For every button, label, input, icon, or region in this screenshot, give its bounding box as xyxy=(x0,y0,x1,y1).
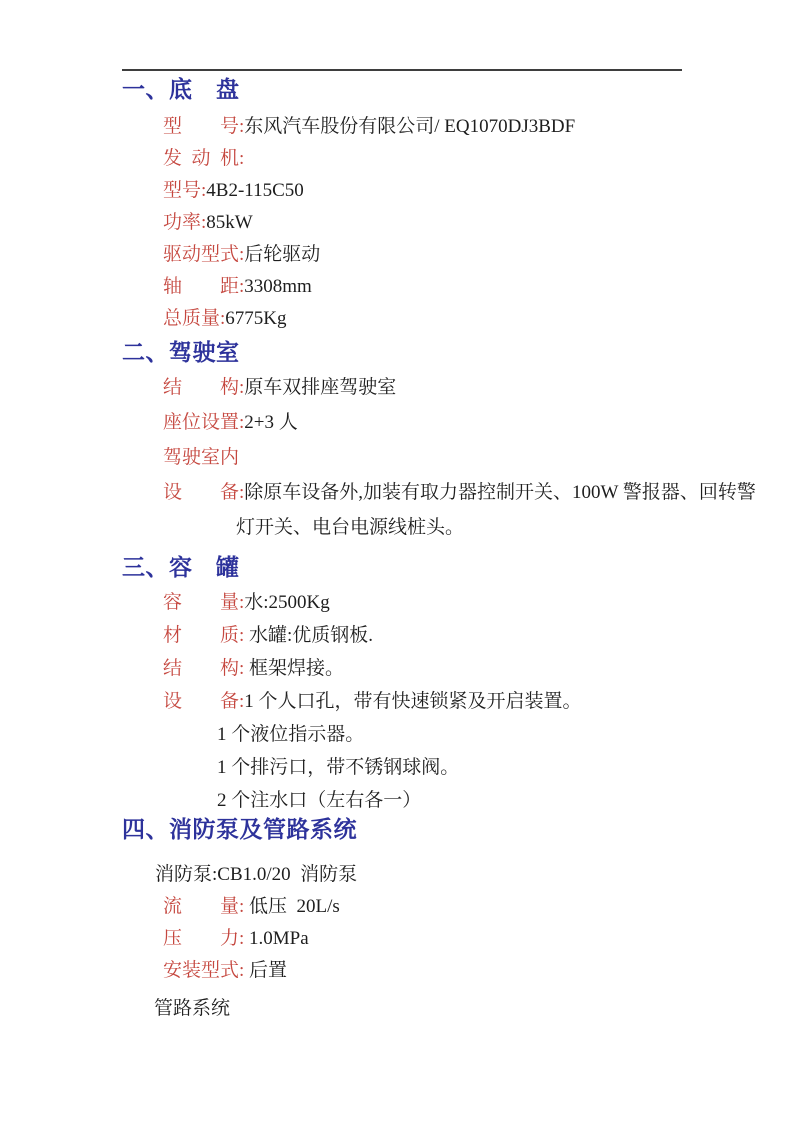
spec-row xyxy=(217,751,800,784)
top-rule xyxy=(122,69,682,71)
spec-row xyxy=(154,993,800,1025)
spec-section xyxy=(0,338,800,545)
spec-label: 结 构: xyxy=(163,377,245,398)
spec-row xyxy=(163,111,800,143)
spec-label: 发 动 机: xyxy=(163,148,245,169)
section-rows xyxy=(0,111,800,335)
spec-row xyxy=(163,239,800,271)
spec-label: 型 号: xyxy=(163,116,245,137)
spec-value: 3308mm xyxy=(244,276,312,297)
spec-label: 设 备: xyxy=(163,482,245,503)
spec-row xyxy=(163,405,800,440)
section-number: 二、 xyxy=(122,340,169,365)
spec-label: 功率: xyxy=(163,212,207,233)
spec-row xyxy=(163,207,800,239)
spec-value: 灯开关、电台电源线桩头。 xyxy=(236,517,465,538)
spec-value: 1 个排污口，带不锈钢球阀。 xyxy=(217,757,460,778)
spec-row xyxy=(163,955,800,987)
spec-value: 低压 20L/s xyxy=(244,896,340,917)
spec-section xyxy=(0,815,800,1025)
spec-label: 设 备: xyxy=(163,691,245,712)
spec-row xyxy=(217,784,800,817)
section-rows xyxy=(0,586,800,817)
spec-value: 除原车设备外,加装有取力器控制开关、100W 警报器、回转警 xyxy=(244,482,756,503)
spec-label: 总质量: xyxy=(163,308,226,329)
section-rows xyxy=(0,859,800,1025)
spec-value: 4B2-115C50 xyxy=(206,180,304,201)
spec-row xyxy=(163,440,800,475)
spec-label: 材 质: xyxy=(163,625,245,646)
spec-label: 压 力: xyxy=(163,928,245,949)
spec-row xyxy=(217,718,800,751)
spec-label: 驾驶室内 xyxy=(163,447,240,468)
spec-row xyxy=(236,510,800,545)
spec-label: 型号: xyxy=(163,180,207,201)
section-number: 一、 xyxy=(122,77,169,102)
spec-value: 6775Kg xyxy=(225,308,287,329)
spec-row xyxy=(163,175,800,207)
spec-row xyxy=(163,271,800,303)
spec-label: 安装型式: xyxy=(163,960,245,981)
spec-section xyxy=(0,75,800,335)
section-number: 四、 xyxy=(122,817,169,842)
spec-value: 管路系统 xyxy=(154,998,231,1019)
spec-value: 后轮驱动 xyxy=(244,244,321,265)
spec-row xyxy=(163,891,800,923)
spec-value: 水:2500Kg xyxy=(244,592,330,613)
spec-row xyxy=(163,143,800,175)
section-heading xyxy=(122,75,800,105)
spec-value: 1 个液位指示器。 xyxy=(217,724,365,745)
spec-row xyxy=(163,619,800,652)
spec-value: 东风汽车股份有限公司/ EQ1070DJ3BDF xyxy=(244,116,576,137)
spec-value: 1 个人口孔，带有快速锁紧及开启装置。 xyxy=(244,691,582,712)
spec-section xyxy=(0,553,800,817)
spec-row xyxy=(163,586,800,619)
section-title: 驾驶室 xyxy=(169,340,240,365)
section-heading xyxy=(122,338,800,368)
spec-row xyxy=(163,370,800,405)
spec-label: 容 量: xyxy=(163,592,245,613)
section-rows xyxy=(0,370,800,545)
spec-label: 座位设置: xyxy=(163,412,245,433)
spec-row xyxy=(163,475,800,510)
section-heading xyxy=(122,553,800,583)
spec-label: 轴 距: xyxy=(163,276,245,297)
spec-row xyxy=(163,303,800,335)
section-title: 底 盘 xyxy=(169,77,240,102)
section-heading xyxy=(122,815,800,845)
spec-value: 2+3 人 xyxy=(244,412,298,433)
spec-value: 2 个注水口（左右各一） xyxy=(217,790,422,811)
spec-value: 水罐:优质钢板. xyxy=(244,625,374,646)
section-title: 消防泵及管路系统 xyxy=(169,817,357,842)
spec-label: 结 构: xyxy=(163,658,245,679)
section-number: 三、 xyxy=(122,555,169,580)
spec-value: 消防泵:CB1.0/20 消防泵 xyxy=(155,864,358,885)
spec-value: 1.0MPa xyxy=(244,928,309,949)
spec-value: 框架焊接。 xyxy=(244,658,345,679)
spec-row xyxy=(163,652,800,685)
spec-label: 流 量: xyxy=(163,896,245,917)
spec-value: 原车双排座驾驶室 xyxy=(244,377,397,398)
spec-label: 驱动型式: xyxy=(163,244,245,265)
spec-row xyxy=(163,923,800,955)
section-title: 容 罐 xyxy=(169,555,240,580)
spec-value: 85kW xyxy=(206,212,253,233)
spec-row xyxy=(155,859,800,891)
spec-row xyxy=(163,685,800,718)
spec-value: 后置 xyxy=(244,960,288,981)
